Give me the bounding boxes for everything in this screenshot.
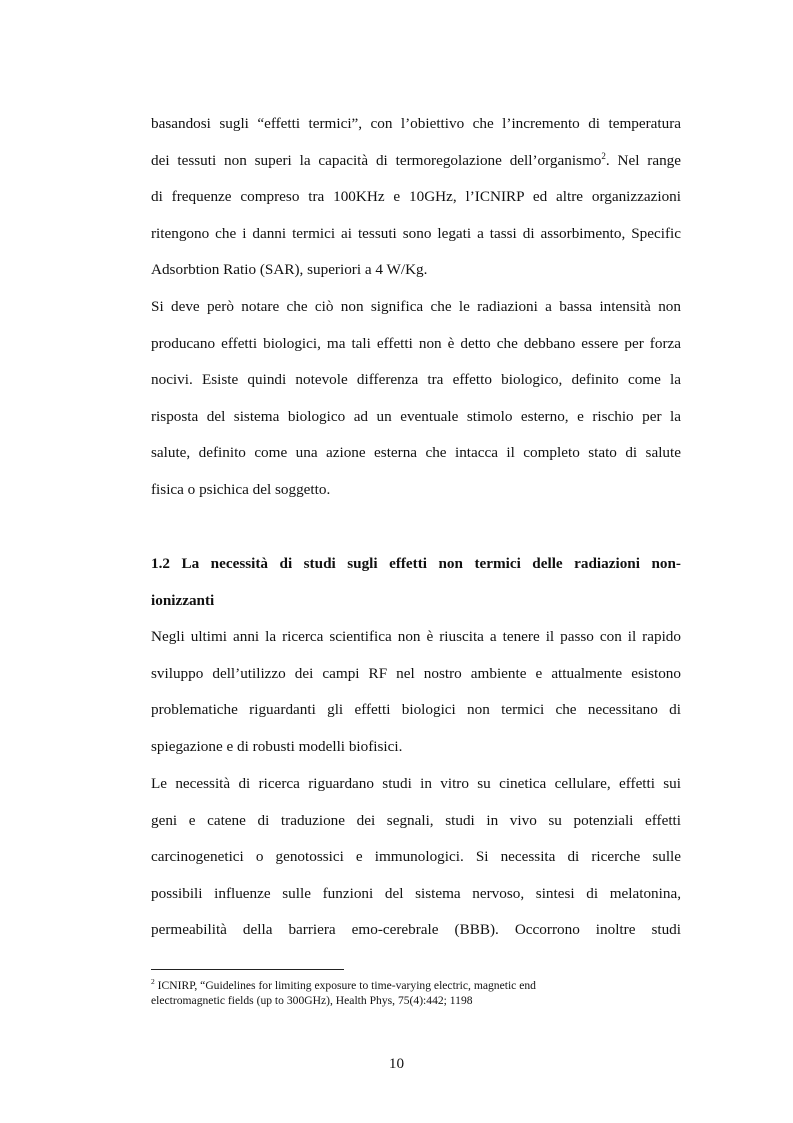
text-line: salute, definito come una azione esterna che intacca il completo stato di salute bbox=[151, 444, 681, 462]
text-line: sviluppo dell’utilizzo dei campi RF nel nostro ambiente e attualmente esistono bbox=[151, 664, 681, 682]
section-heading-line: 1.2 La necessità di studi sugli effetti non termici delle radiazioni non- bbox=[151, 555, 681, 572]
text-line: Negli ultimi anni la ricerca scientifica non è riuscita a tenere il passo con il rapido bbox=[151, 628, 681, 645]
text-line: ritengono che i danni termici ai tessuti sono legati a tassi di assorbimento, Specific bbox=[151, 224, 681, 242]
text-line-with-footnote: dei tessuti non superi la capacità di termoregolazione dell’organismo$^2$. Nel range bbox=[151, 150, 681, 169]
text-line: nocivi. Esiste quindi notevole differenza tra effetto biologico, definito come la bbox=[151, 371, 681, 389]
text-line: basandosi sugli “effetti termici”, con l’obiettivo che l’incremento di temperatura bbox=[151, 115, 681, 132]
text-line: problematiche riguardanti gli effetti biologici non termici che necessitano di bbox=[151, 701, 681, 719]
page-number: 10 bbox=[388, 1055, 405, 1072]
text-line: Adsorbtion Ratio (SAR), superiori a 4 W/Kg. bbox=[151, 261, 428, 279]
text-line: carcinogenetici o genotossici e immunologici. Si necessita di ricerche sulle bbox=[151, 848, 681, 866]
text-line: Si deve però notare che ciò non significa che le radiazioni a bassa intensità non bbox=[151, 298, 681, 315]
section-heading-line: ionizzanti bbox=[151, 591, 215, 609]
text-line: fisica o psichica del soggetto. bbox=[151, 480, 331, 498]
footnote-reference[interactable]: 2 bbox=[601, 150, 606, 161]
paragraph-research-needs bbox=[151, 766, 681, 949]
text-line: possibili influenze sulle funzioni del sistema nervoso, sintesi di melatonina, bbox=[151, 884, 681, 902]
paragraph-research-gap bbox=[151, 619, 681, 765]
text-line: Le necessità di ricerca riguardano studi in vitro su cinetica cellulare, effetti sui bbox=[151, 775, 681, 792]
section-heading bbox=[151, 546, 681, 619]
text-line: spiegazione e di robusti modelli biofisici. bbox=[151, 737, 403, 755]
text-line: risposta del sistema biologico ad un eventuale stimolo esterno, e rischio per la bbox=[151, 407, 681, 425]
text-line: geni e catene di traduzione dei segnali, studi in vivo su potenziali effetti bbox=[151, 811, 681, 829]
text-line: producano effetti biologici, ma tali effetti non è detto che debbano essere per forza bbox=[151, 334, 681, 352]
footnote-divider bbox=[151, 969, 344, 970]
text-line: di frequenze compreso tra 100KHz e 10GHz, l’ICNIRP ed altre organizzazioni bbox=[151, 188, 681, 206]
footnote-line: $^2$ ICNIRP, “Guidelines for limiting exposure to time-varying electric, magnetic end bbox=[151, 977, 536, 992]
footnote bbox=[151, 978, 681, 1008]
text-line: permeabilità della barriera emo-cerebrale (BBB). Occorrono inoltre studi bbox=[151, 921, 681, 939]
footnote-number: 2 bbox=[151, 977, 155, 987]
paragraph-thermal-effects bbox=[151, 106, 681, 289]
paragraph-biological-effects bbox=[151, 289, 681, 509]
footnote-line: electromagnetic fields (up to 300GHz), Health Phys, 75(4):442; 1198 bbox=[151, 994, 473, 1007]
